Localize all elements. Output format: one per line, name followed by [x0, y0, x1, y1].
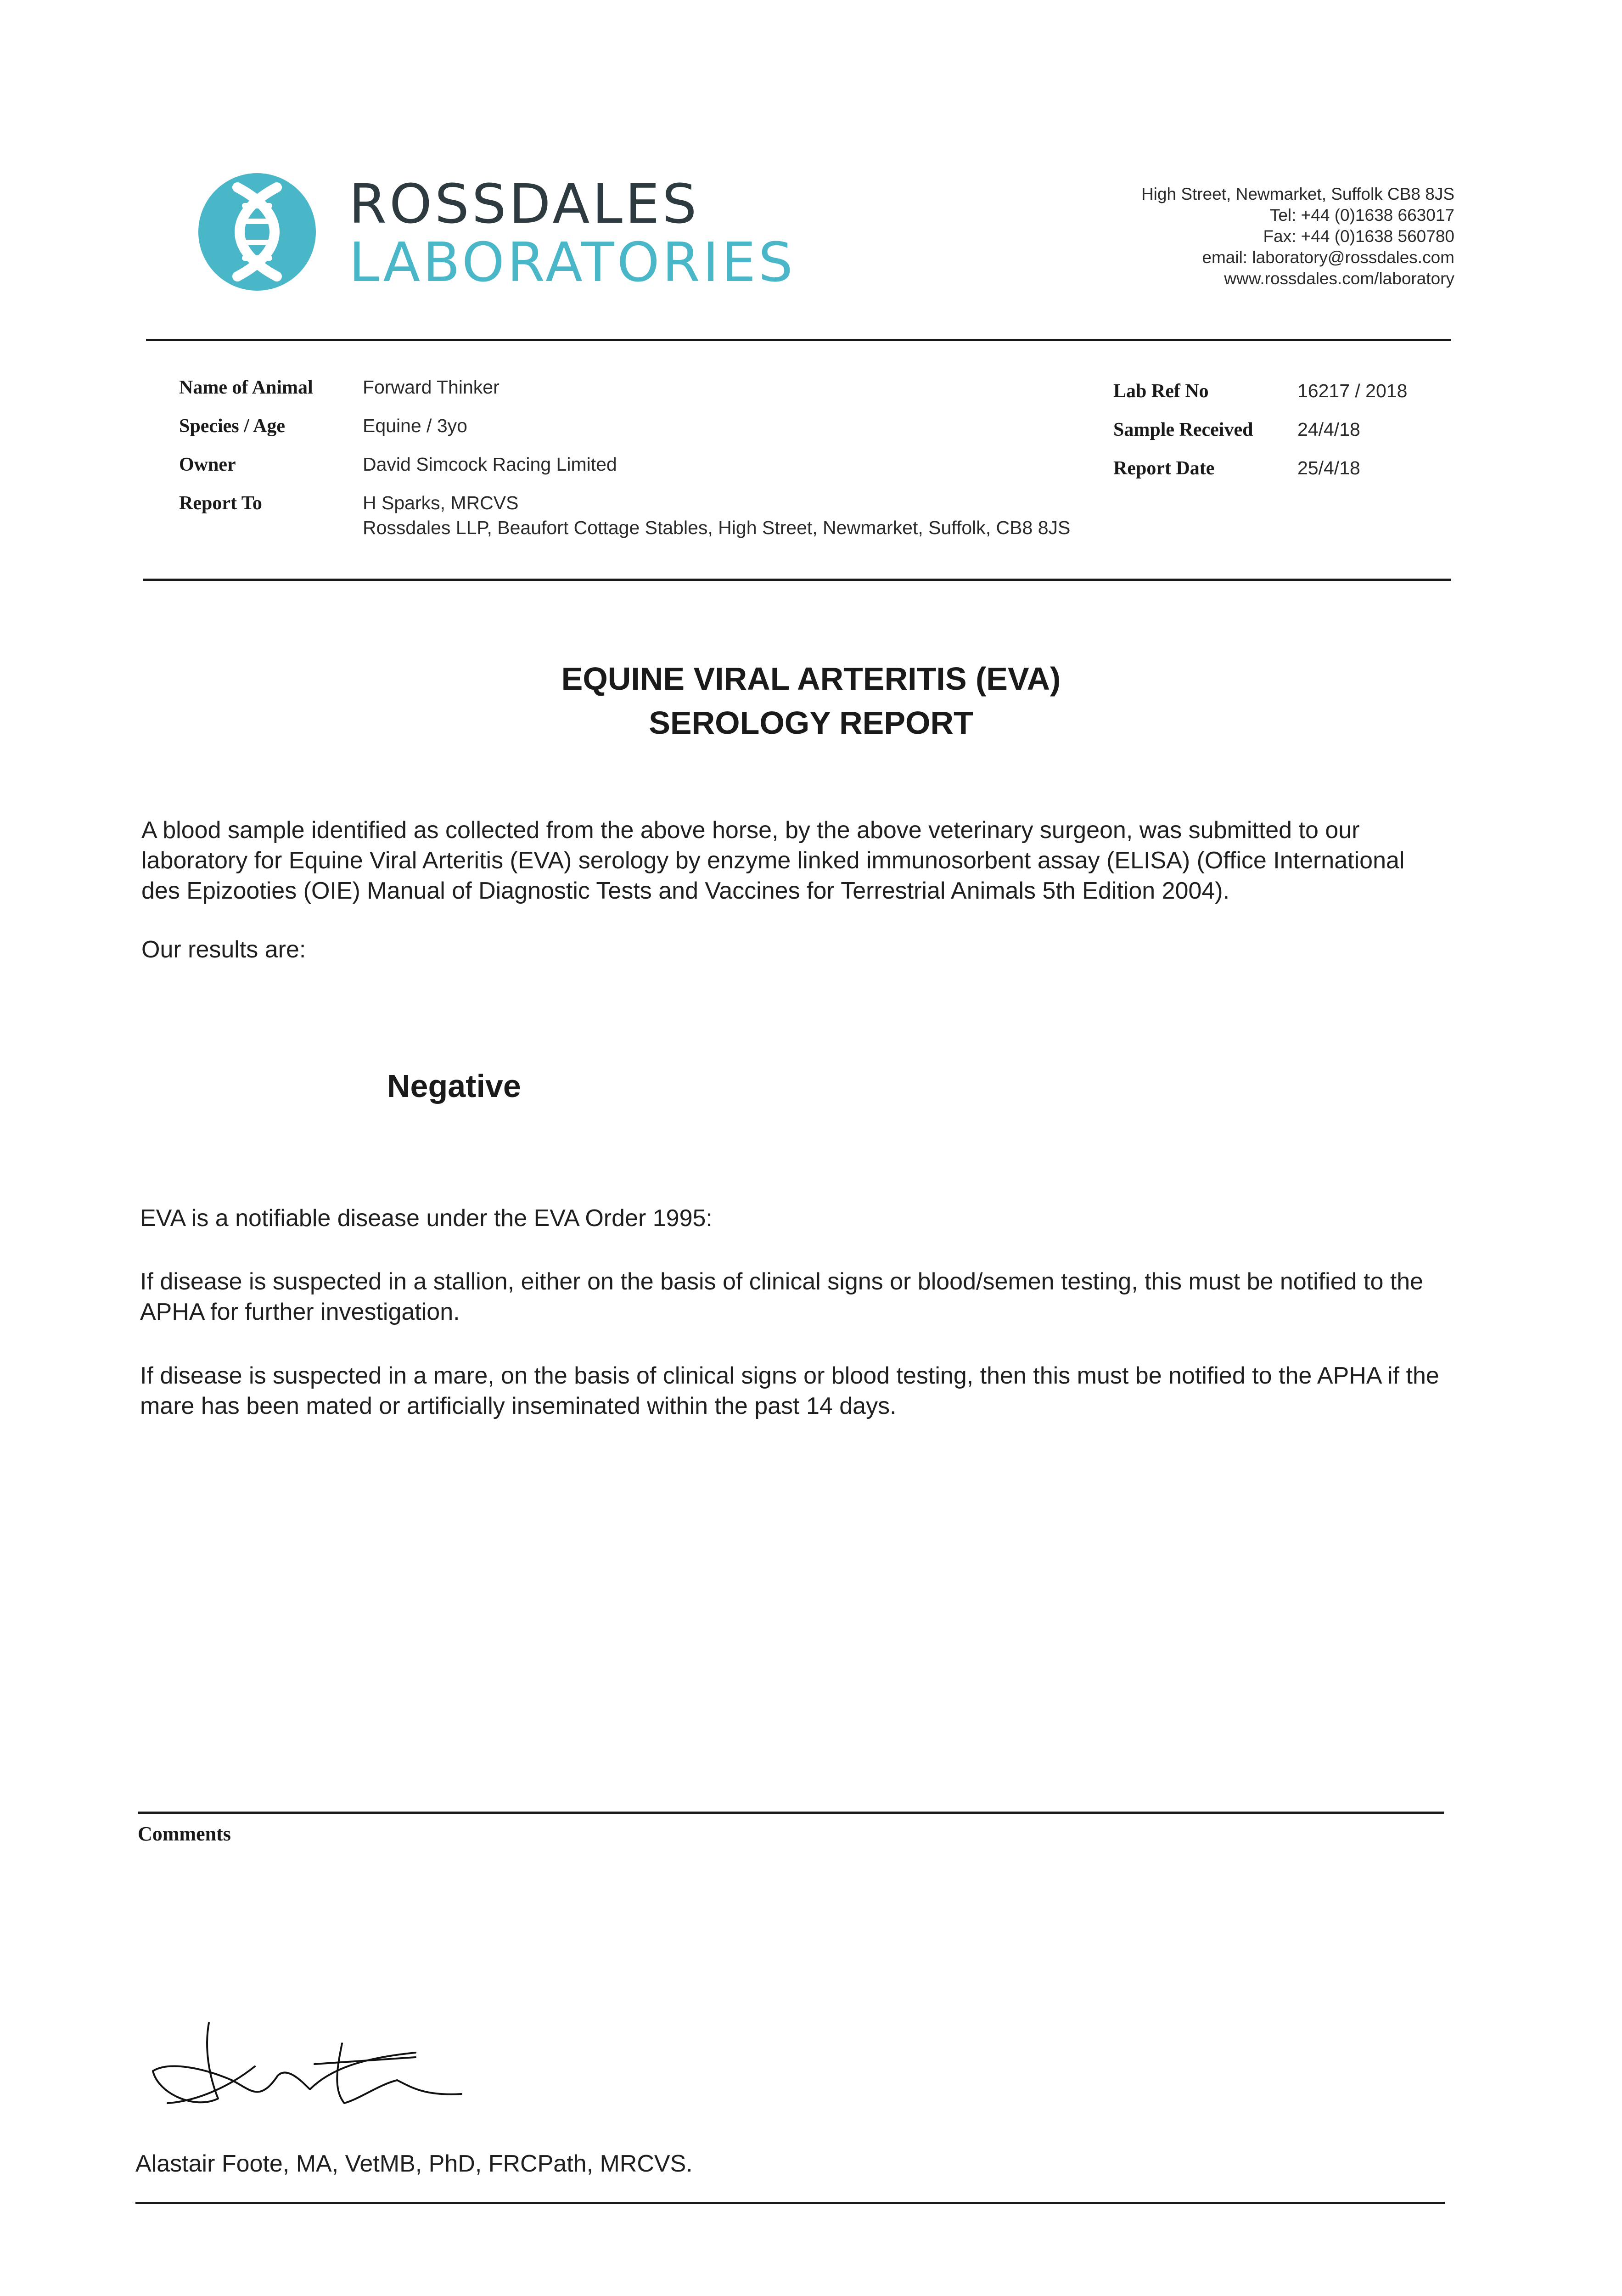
address-website: www.rossdales.com/laboratory	[1224, 269, 1454, 288]
address-fax: Fax: +44 (0)1638 560780	[1263, 227, 1454, 246]
report-title-line2: SEROLOGY REPORT	[649, 705, 973, 741]
animal-name-label: Name of Animal	[179, 377, 313, 398]
sample-received-label: Sample Received	[1113, 419, 1253, 440]
mare-paragraph: If disease is suspected in a mare, on the basis of clinical signs or blood testing, then this must be notified to the APHA if the mare has been mated or artificially inseminated within the past 14 days.	[140, 1362, 1439, 1419]
intro-paragraph: A blood sample identified as collected from the above horse, by the above veterinary surgeon, was submitted to our laboratory for Equine Viral Arteritis (EVA) serology by enzyme linked immunosorbent assay (ELISA) (Office International des Epizooties (OIE) Manual of Diagnostic Tests and Vaccines for Terrestrial Animals 5th Edition 2004).	[141, 817, 1405, 904]
sample-received-value: 24/4/18	[1297, 419, 1360, 440]
report-title-line1: EQUINE VIRAL ARTERITIS (EVA)	[561, 661, 1061, 697]
report-title	[0, 657, 1622, 745]
details-divider	[143, 579, 1451, 581]
report-to-address: Rossdales LLP, Beaufort Cottage Stables, High Street, Newmarket, Suffolk, CB8 8JS	[363, 517, 1071, 538]
owner-label: Owner	[179, 454, 236, 475]
notifiable-disease-note: EVA is a notifiable disease under the EVA Order 1995:	[140, 1205, 713, 1232]
logo-wordmark-laboratories: LABORATORIES	[349, 231, 796, 294]
owner-value: David Simcock Racing Limited	[363, 454, 617, 475]
address-email: email: laboratory@rossdales.com	[1202, 248, 1454, 267]
signatory-name: Alastair Foote, MA, VetMB, PhD, FRCPath, MRCVS.	[135, 2150, 693, 2177]
report-date-value: 25/4/18	[1297, 457, 1360, 478]
test-result: Negative	[387, 1068, 521, 1104]
signature	[140, 2011, 475, 2131]
address-street: High Street, Newmarket, Suffolk CB8 8JS	[1141, 185, 1454, 203]
lab-ref-label: Lab Ref No	[1113, 381, 1209, 402]
species-age-label: Species / Age	[179, 416, 285, 437]
animal-name-value: Forward Thinker	[363, 377, 500, 398]
results-intro: Our results are:	[141, 936, 306, 963]
lab-ref-value: 16217 / 2018	[1297, 380, 1408, 401]
report-to-label: Report To	[179, 493, 262, 514]
report-date-label: Report Date	[1113, 458, 1215, 479]
stallion-paragraph: If disease is suspected in a stallion, either on the basis of clinical signs or blood/semen testing, this must be notified to the APHA for further investigation.	[140, 1268, 1424, 1325]
comments-divider	[138, 1812, 1444, 1814]
logo-wordmark-rossdales: ROSSDALES	[349, 172, 700, 236]
comments-label: Comments	[138, 1823, 231, 1845]
species-age-value: Equine / 3yo	[363, 415, 467, 436]
dna-helix-icon	[195, 170, 319, 294]
header-divider	[146, 339, 1451, 341]
lab-address-block	[1041, 184, 1454, 289]
address-tel: Tel: +44 (0)1638 663017	[1269, 206, 1454, 225]
report-to-name: H Sparks, MRCVS	[363, 492, 519, 513]
footer-divider	[135, 2202, 1445, 2204]
